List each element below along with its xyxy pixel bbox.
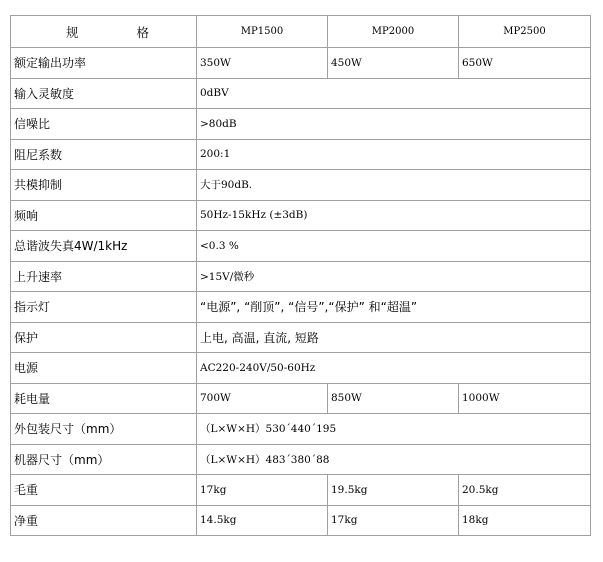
table-row: [11, 444, 591, 475]
row-value-mp2000: 17kg: [328, 505, 459, 536]
table-row: [11, 322, 591, 353]
row-value: AC220-240V/50-60Hz: [197, 353, 591, 384]
row-label: 额定输出功率: [11, 48, 197, 79]
row-value: >80dB: [197, 109, 591, 140]
row-value: 大于90dB.: [197, 170, 591, 201]
row-value-mp2500: 20.5kg: [459, 475, 591, 506]
header-model-mp1500: MP1500: [197, 16, 328, 48]
row-value-mp2500: 18kg: [459, 505, 591, 536]
row-value: 50Hz-15kHz (±3dB): [197, 200, 591, 231]
row-value-mp1500: 700W: [197, 383, 328, 414]
row-value-mp2000: 450W: [328, 48, 459, 79]
table-row: [11, 475, 591, 506]
header-spec-cell: [11, 16, 197, 48]
spec-table: [10, 15, 591, 536]
row-label: 上升速率: [11, 261, 197, 292]
header-model-mp2500: MP2500: [459, 16, 591, 48]
row-label: 频响: [11, 200, 197, 231]
row-value-mp1500: 14.5kg: [197, 505, 328, 536]
row-label: 共模抑制: [11, 170, 197, 201]
table-row: [11, 383, 591, 414]
row-label: 总谐波失真4W/1kHz: [11, 231, 197, 262]
row-value-mp2500: 650W: [459, 48, 591, 79]
table-row: [11, 261, 591, 292]
row-value-mp1500: 17kg: [197, 475, 328, 506]
table-row: [11, 139, 591, 170]
table-row: [11, 109, 591, 140]
row-value: （L×W×H）483´380´88: [197, 444, 591, 475]
header-spec-char-1: 规: [66, 24, 79, 40]
row-label: 保护: [11, 322, 197, 353]
row-value-mp2000: 19.5kg: [328, 475, 459, 506]
row-label: 指示灯: [11, 292, 197, 323]
row-value: >15V/微秒: [197, 261, 591, 292]
row-label: 阻尼系数: [11, 139, 197, 170]
row-value: <0.3 %: [197, 231, 591, 262]
row-label: 信噪比: [11, 109, 197, 140]
row-label: 输入灵敏度: [11, 78, 197, 109]
table-row: [11, 414, 591, 445]
row-label: 机器尺寸（mm）: [11, 444, 197, 475]
table-row: [11, 48, 591, 79]
row-label: 电源: [11, 353, 197, 384]
table-row: [11, 505, 591, 536]
row-value: 200:1: [197, 139, 591, 170]
row-label: 外包装尺寸（mm）: [11, 414, 197, 445]
row-label: 净重: [11, 505, 197, 536]
row-value: “电源”, “削顶”, “信号”,“保护” 和“超温”: [197, 292, 591, 323]
table-row: [11, 292, 591, 323]
table-row: [11, 200, 591, 231]
row-value: 上电, 高温, 直流, 短路: [197, 322, 591, 353]
row-value: 0dBV: [197, 78, 591, 109]
table-row: [11, 170, 591, 201]
row-value: （L×W×H）530´440´195: [197, 414, 591, 445]
table-row: [11, 231, 591, 262]
row-value-mp2500: 1000W: [459, 383, 591, 414]
row-label: 毛重: [11, 475, 197, 506]
table-row: [11, 78, 591, 109]
table-header-row: [11, 16, 591, 48]
row-label: 耗电量: [11, 383, 197, 414]
row-value-mp2000: 850W: [328, 383, 459, 414]
row-value-mp1500: 350W: [197, 48, 328, 79]
table-row: [11, 353, 591, 384]
header-spec-char-2: 格: [136, 24, 150, 40]
header-model-mp2000: MP2000: [328, 16, 459, 48]
